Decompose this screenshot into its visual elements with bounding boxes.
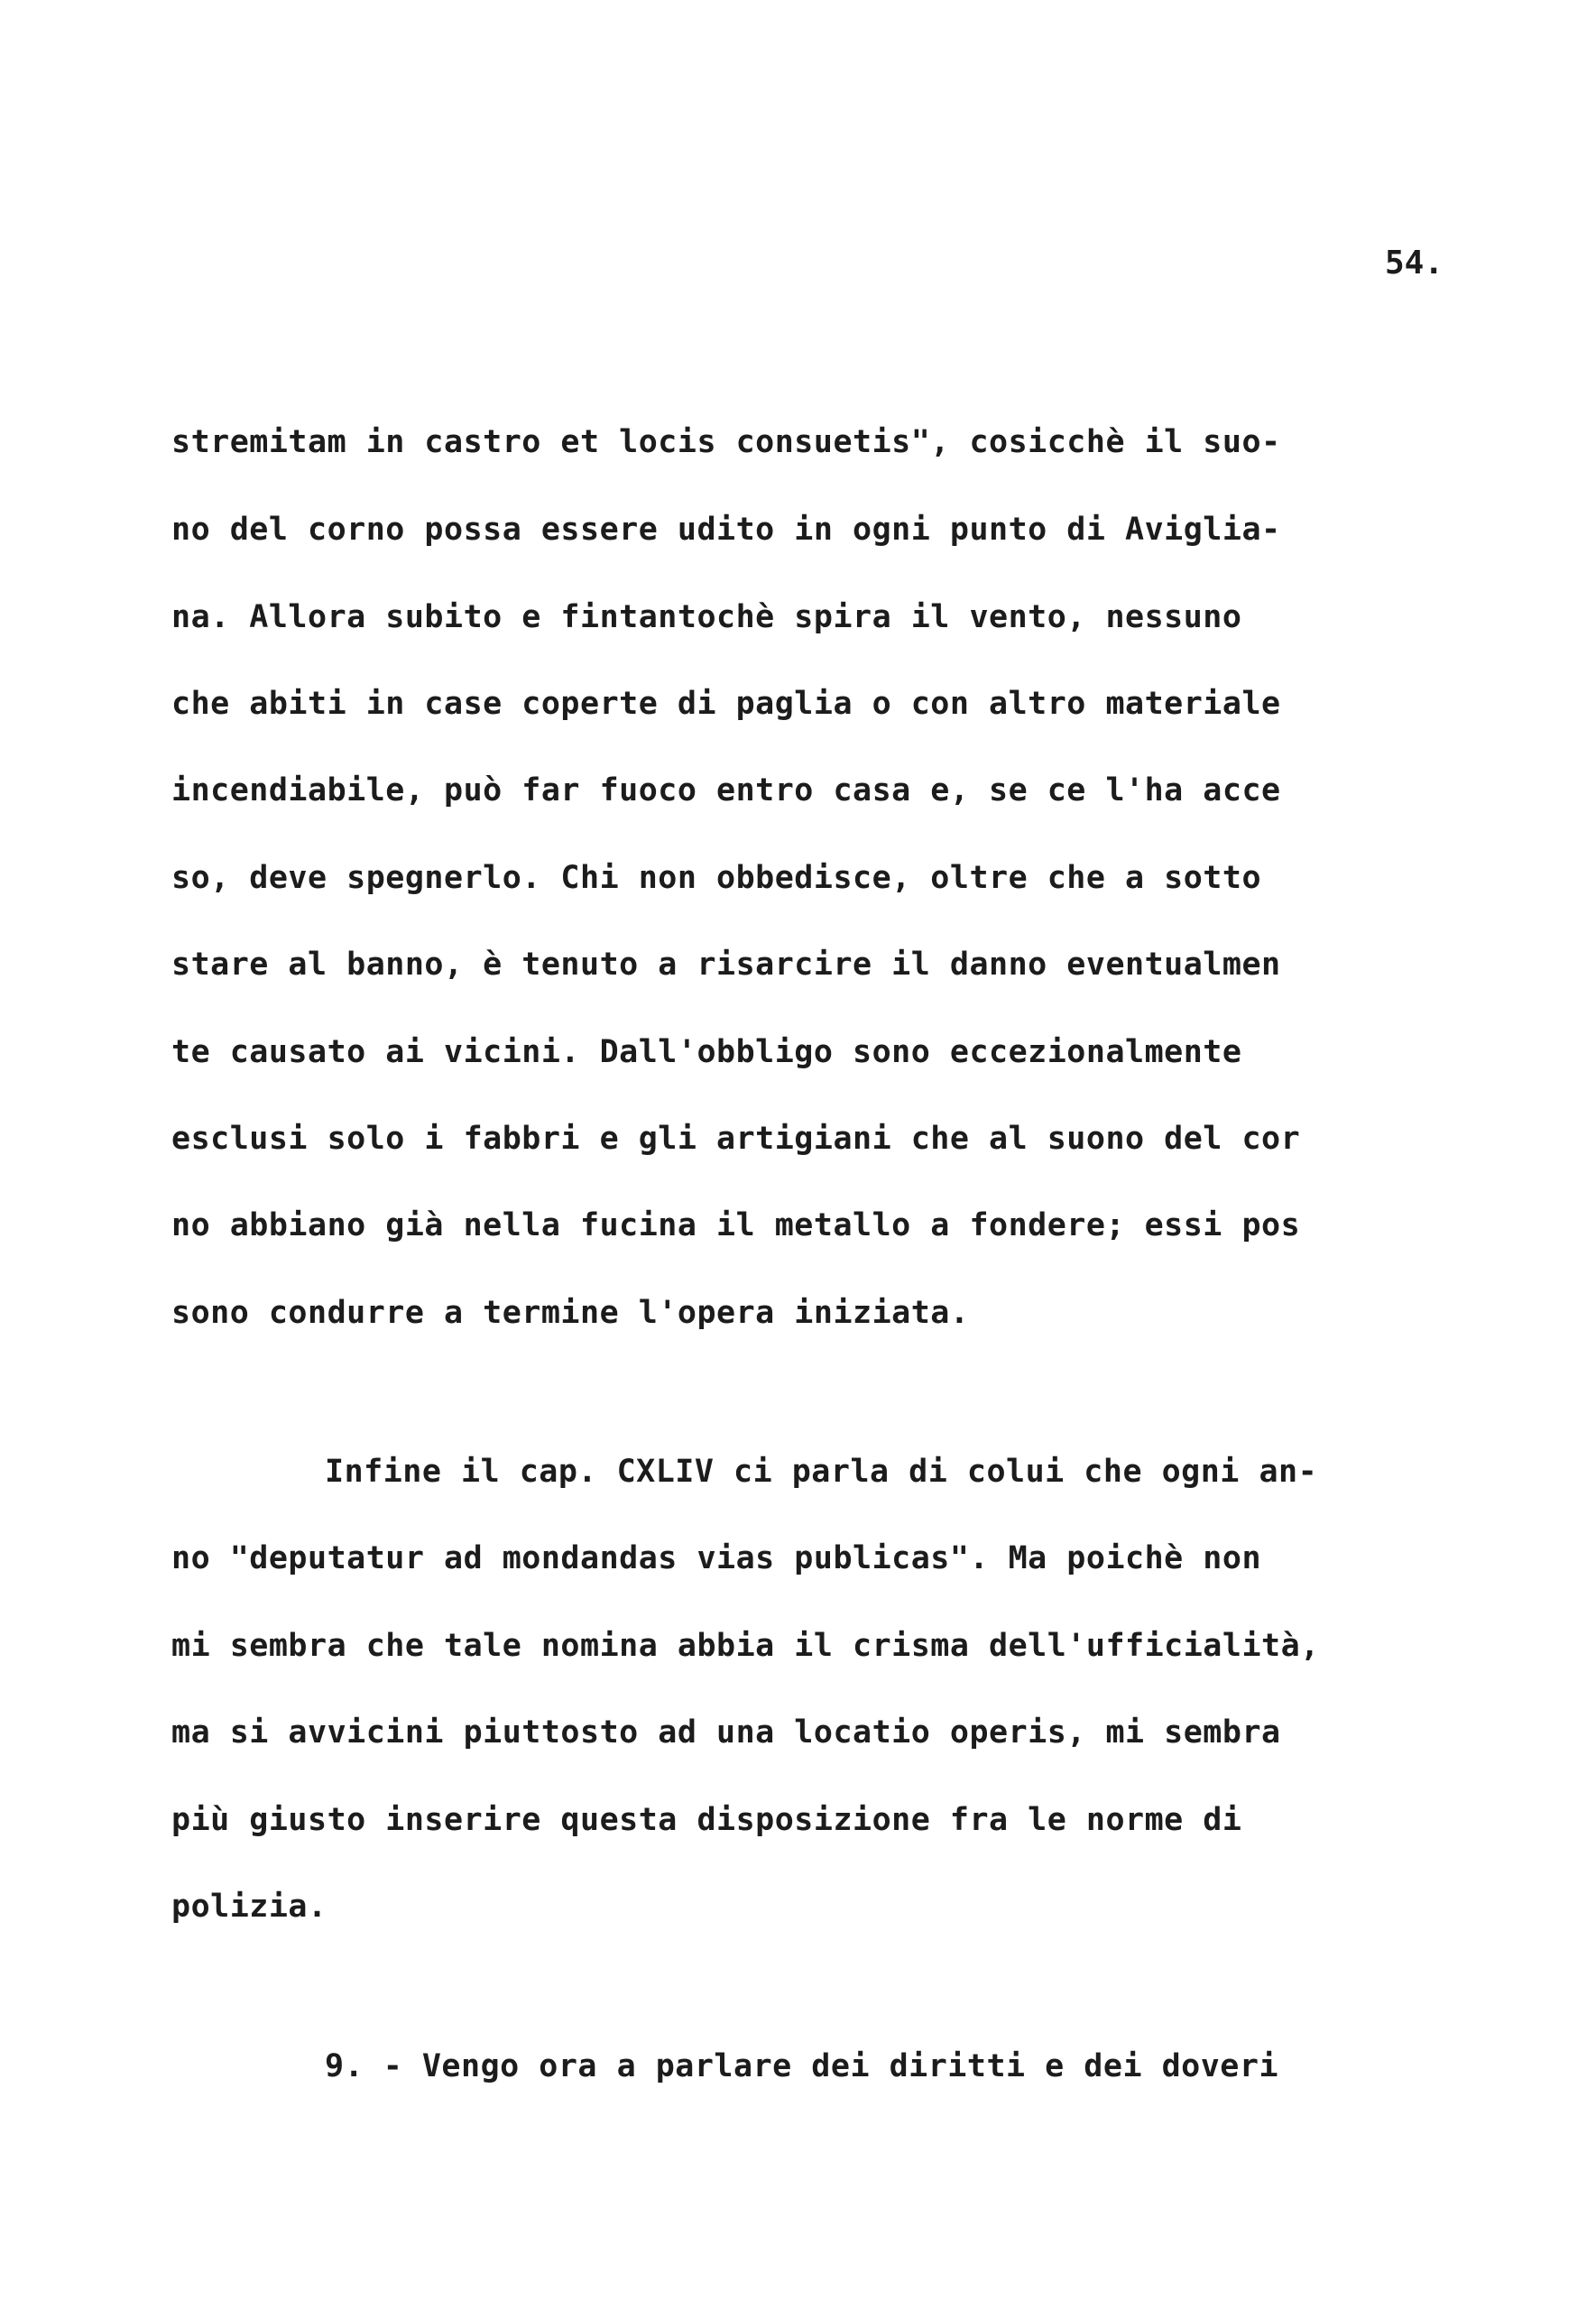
text-line: esclusi solo i fabbri e gli artigiani che al suono del cor — [171, 1121, 1301, 1157]
text-line: stremitam in castro et locis consuetis", cosicchè il suo- — [171, 424, 1281, 460]
text-line: che abiti in case coperte di paglia o con altro materiale — [171, 686, 1281, 722]
text-line: Infine il cap. CXLIV ci parla di colui che ogni an- — [325, 1454, 1318, 1490]
text-line: te causato ai vicini. Dall'obbligo sono eccezionalmente — [171, 1034, 1242, 1070]
page-number: 54. — [1385, 245, 1444, 282]
text-line: più giusto inserire questa disposizione fra le norme di — [171, 1802, 1242, 1838]
text-line: incendiabile, può far fuoco entro casa e, se ce l'ha acce — [171, 772, 1281, 808]
text-line: no abbiano già nella fucina il metallo a fondere; essi pos — [171, 1207, 1301, 1243]
text-line: stare al banno, è tenuto a risarcire il danno eventualmen — [171, 947, 1281, 983]
text-line: ma si avvicini piuttosto ad una locatio operis, mi sembra — [171, 1714, 1281, 1751]
text-line: no del corno possa essere udito in ogni punto di Aviglia- — [171, 512, 1281, 548]
text-line: sono condurre a termine l'opera iniziata. — [171, 1295, 970, 1331]
text-line: 9. - Vengo ora a parlare dei diritti e dei doveri — [325, 2048, 1279, 2084]
text-line: polizia. — [171, 1889, 328, 1925]
text-line: mi sembra che tale nomina abbia il crisma dell'ufficialità, — [171, 1628, 1320, 1664]
text-line: no "deputatur ad mondandas vias publicas". Ma poichè non — [171, 1540, 1262, 1576]
text-line: na. Allora subito e fintantochè spira il vento, nessuno — [171, 599, 1242, 635]
text-line: so, deve spegnerlo. Chi non obbedisce, oltre che a sotto — [171, 860, 1262, 896]
